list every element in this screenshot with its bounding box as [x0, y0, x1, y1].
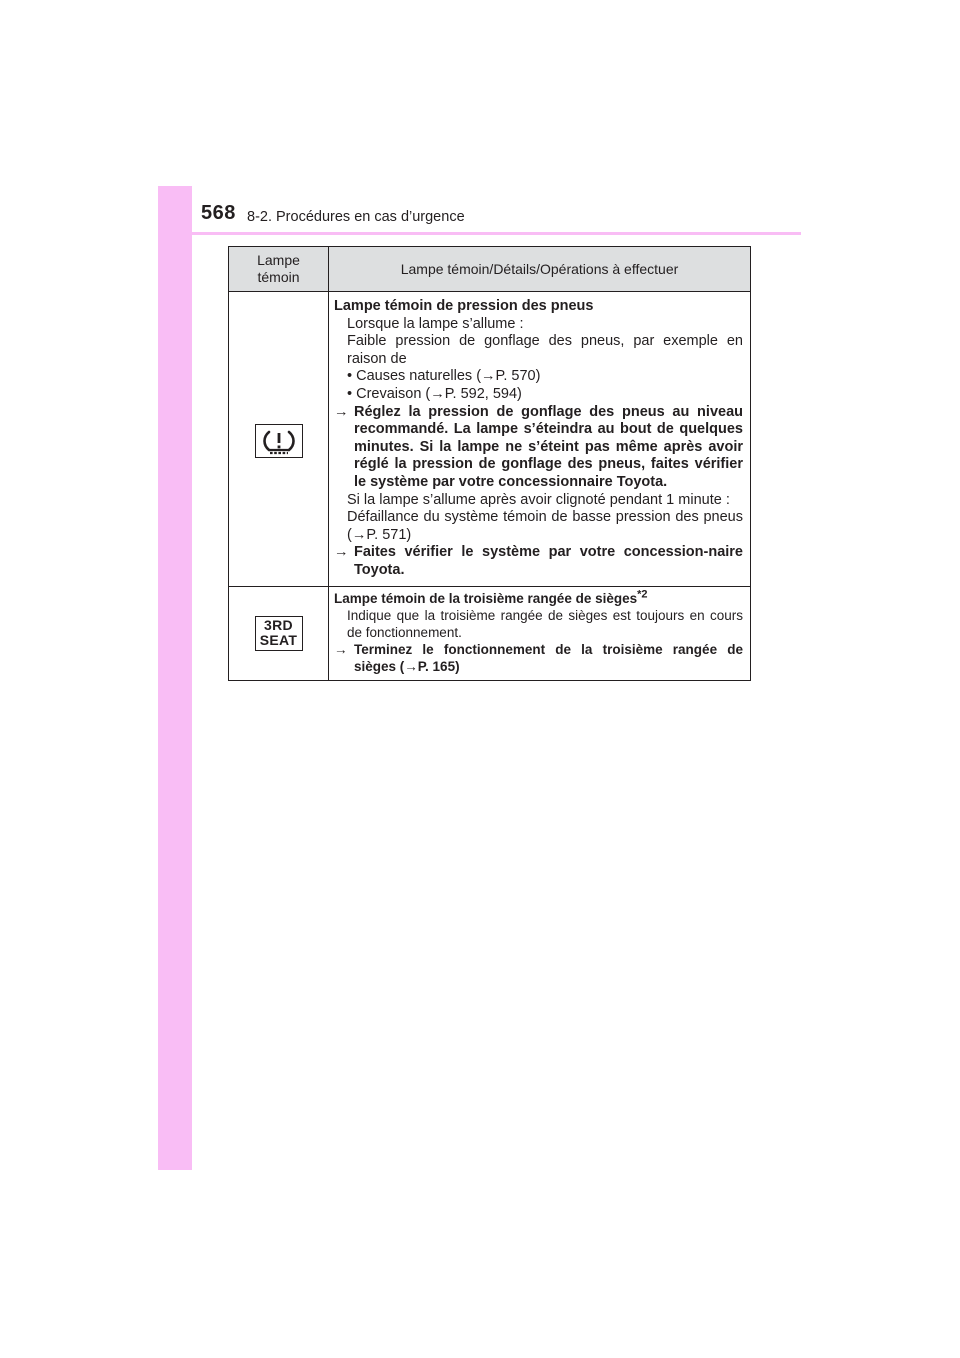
page-reference: P. 571)	[366, 526, 412, 543]
col-header-lamp	[229, 247, 329, 292]
tire-pressure-warning-icon	[255, 424, 303, 458]
action-item	[334, 544, 743, 579]
table-row	[229, 292, 751, 587]
col-header-details: Lampe témoin/Détails/Opérations à effectuer	[329, 247, 751, 292]
footnote-marker: *2	[637, 588, 648, 600]
header-rule	[158, 232, 801, 235]
table-row	[229, 586, 751, 680]
third-row-seat-icon	[255, 616, 303, 651]
lamp-details-cell	[329, 586, 751, 680]
page-reference: P. 592, 594)	[444, 385, 522, 402]
page-reference: P. 570)	[495, 368, 541, 385]
lamp-icon-cell	[229, 586, 329, 680]
desc-text: Indique que la troisième rangée de sièges est toujours en cours de fonctionnement.	[347, 607, 743, 640]
action-item	[334, 641, 743, 675]
bullet-text: • Causes naturelles (	[347, 368, 482, 385]
table-header-row	[229, 247, 751, 292]
section-title: 8-2. Procédures en cas d’urgence	[247, 209, 465, 225]
failure-label: Défaillance du système témoin de basse pression des pneus (	[347, 509, 743, 543]
icon-label-line1: 3RD	[264, 616, 293, 633]
cause-text: Faible pression de gonflage des pneus, par exemple en raison de	[347, 333, 743, 367]
icon-label-line2: SEAT	[259, 631, 298, 648]
when-on-text: Lorsque la lampe s’allume :	[347, 315, 524, 332]
row-title-text: Lampe témoin de la troisième rangée de sièges	[334, 590, 638, 606]
arrow-glyph: →	[481, 368, 496, 385]
warning-lamp-table	[228, 246, 751, 681]
lamp-details-cell	[329, 292, 751, 587]
bullet-item	[334, 368, 743, 386]
lamp-icon-cell	[229, 292, 329, 587]
row-title: Lampe témoin de pression des pneus	[334, 298, 594, 314]
blink-text: Si la lampe s’allume après avoir clignoté pendant 1 minute :	[347, 491, 730, 508]
arrow-icon: →	[334, 403, 349, 420]
arrow-glyph: →	[430, 385, 445, 402]
action-item	[334, 404, 743, 492]
action-text: Terminez le fonctionnement de la troisième rangée de sièges (	[354, 641, 743, 674]
col-header-lamp-line1: Lampe	[257, 252, 300, 268]
arrow-glyph: →	[404, 658, 418, 674]
page-reference: P. 165)	[417, 658, 460, 674]
action-text: Réglez la pression de gonflage des pneus au niveau recommandé. La lampe s’éteindra au bout de quelques minutes. Si la lampe ne s’éteint pas même après avoir réglé la pression de gonflage des pneus, faites vérifier le système par votre concessionnaire Toyota.	[354, 403, 743, 490]
page-number: 568	[201, 202, 236, 224]
bullet-text: • Crevaison (	[347, 385, 431, 402]
col-header-lamp-line2: témoin	[257, 269, 300, 285]
arrow-glyph: →	[351, 526, 367, 543]
bullet-item	[334, 386, 743, 404]
arrow-icon: →	[334, 641, 348, 657]
failure-text	[334, 509, 743, 544]
side-color-band	[158, 186, 192, 1170]
arrow-icon: →	[334, 544, 349, 561]
action-text: Faites vérifier le système par votre concession-naire Toyota.	[354, 544, 743, 578]
row-title	[334, 590, 743, 607]
